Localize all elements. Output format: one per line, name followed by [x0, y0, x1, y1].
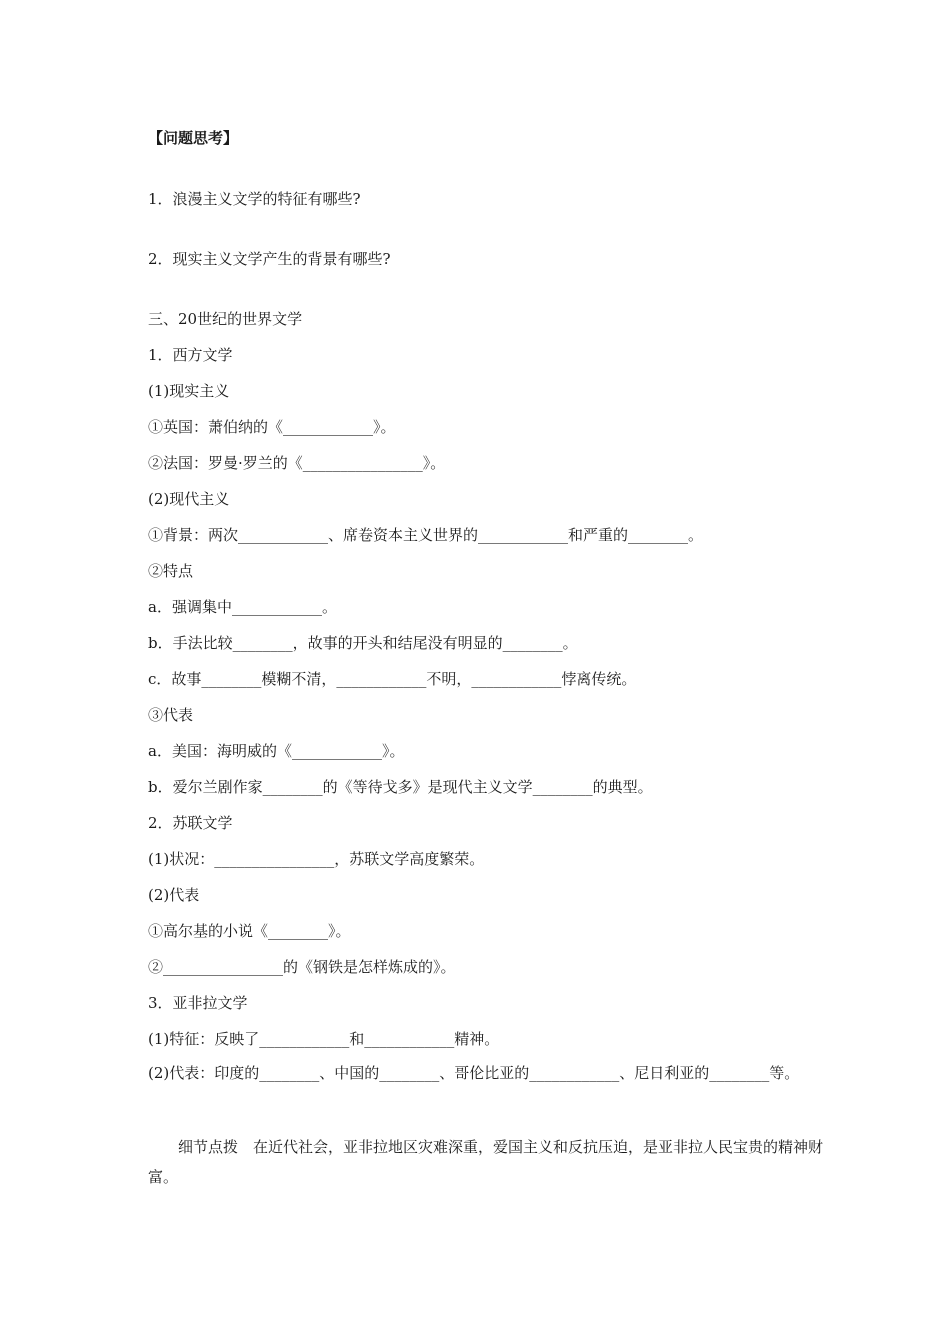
question-heading: 【问题思考】	[148, 129, 239, 147]
soviet-representatives-title: (2)代表	[148, 886, 200, 904]
soviet-representative-2: ②________________的《钢铁是怎样炼成的》。	[148, 958, 456, 976]
west-title: 1．西方文学	[148, 346, 233, 364]
modernism-background: ①背景：两次____________、席卷资本主义世界的____________和严重的________。	[148, 526, 704, 544]
modernism-title: (2)现代主义	[148, 490, 230, 508]
feature-b: b．手法比较________，故事的开头和结尾没有明显的________。	[148, 634, 578, 652]
representatives-title: ③代表	[148, 706, 194, 724]
soviet-title: 2．苏联文学	[148, 814, 233, 832]
afro-asian-latin-title: 3．亚非拉文学	[148, 994, 248, 1012]
afro-asian-latin-representatives: (2)代表：印度的________、中国的________、哥伦比亚的____________、尼日利亚的________等。	[148, 1064, 800, 1082]
modernism-features-title: ②特点	[148, 562, 194, 580]
question-2: 2．现实主义文学产生的背景有哪些?	[148, 250, 391, 268]
soviet-status: (1)状况：________________，苏联文学高度繁荣。	[148, 850, 485, 868]
realism-uk: ①英国：萧伯纳的《____________》。	[148, 418, 396, 436]
realism-fr: ②法国：罗曼·罗兰的《________________》。	[148, 454, 446, 472]
question-1: 1．浪漫主义文学的特征有哪些?	[148, 190, 361, 208]
feature-c: c．故事________模糊不清，____________不明，____________悖离传统。	[148, 670, 637, 688]
representative-b: b．爱尔兰剧作家________的《等待戈多》是现代主义文学________的典型。	[148, 778, 653, 796]
part3-title: 三、20世纪的世界文学	[148, 310, 303, 328]
representative-a: a．美国：海明威的《____________》。	[148, 742, 405, 760]
afro-asian-latin-feature: (1)特征：反映了____________和____________精神。	[148, 1030, 500, 1048]
realism-title: (1)现实主义	[148, 382, 230, 400]
feature-a: a．强调集中____________。	[148, 598, 337, 616]
soviet-representative-1: ①高尔基的小说《________》。	[148, 922, 351, 940]
detail-note: 细节点拨 在近代社会，亚非拉地区灾难深重，爱国主义和反抗压迫，是亚非拉人民宝贵的精神财富。	[148, 1138, 824, 1186]
